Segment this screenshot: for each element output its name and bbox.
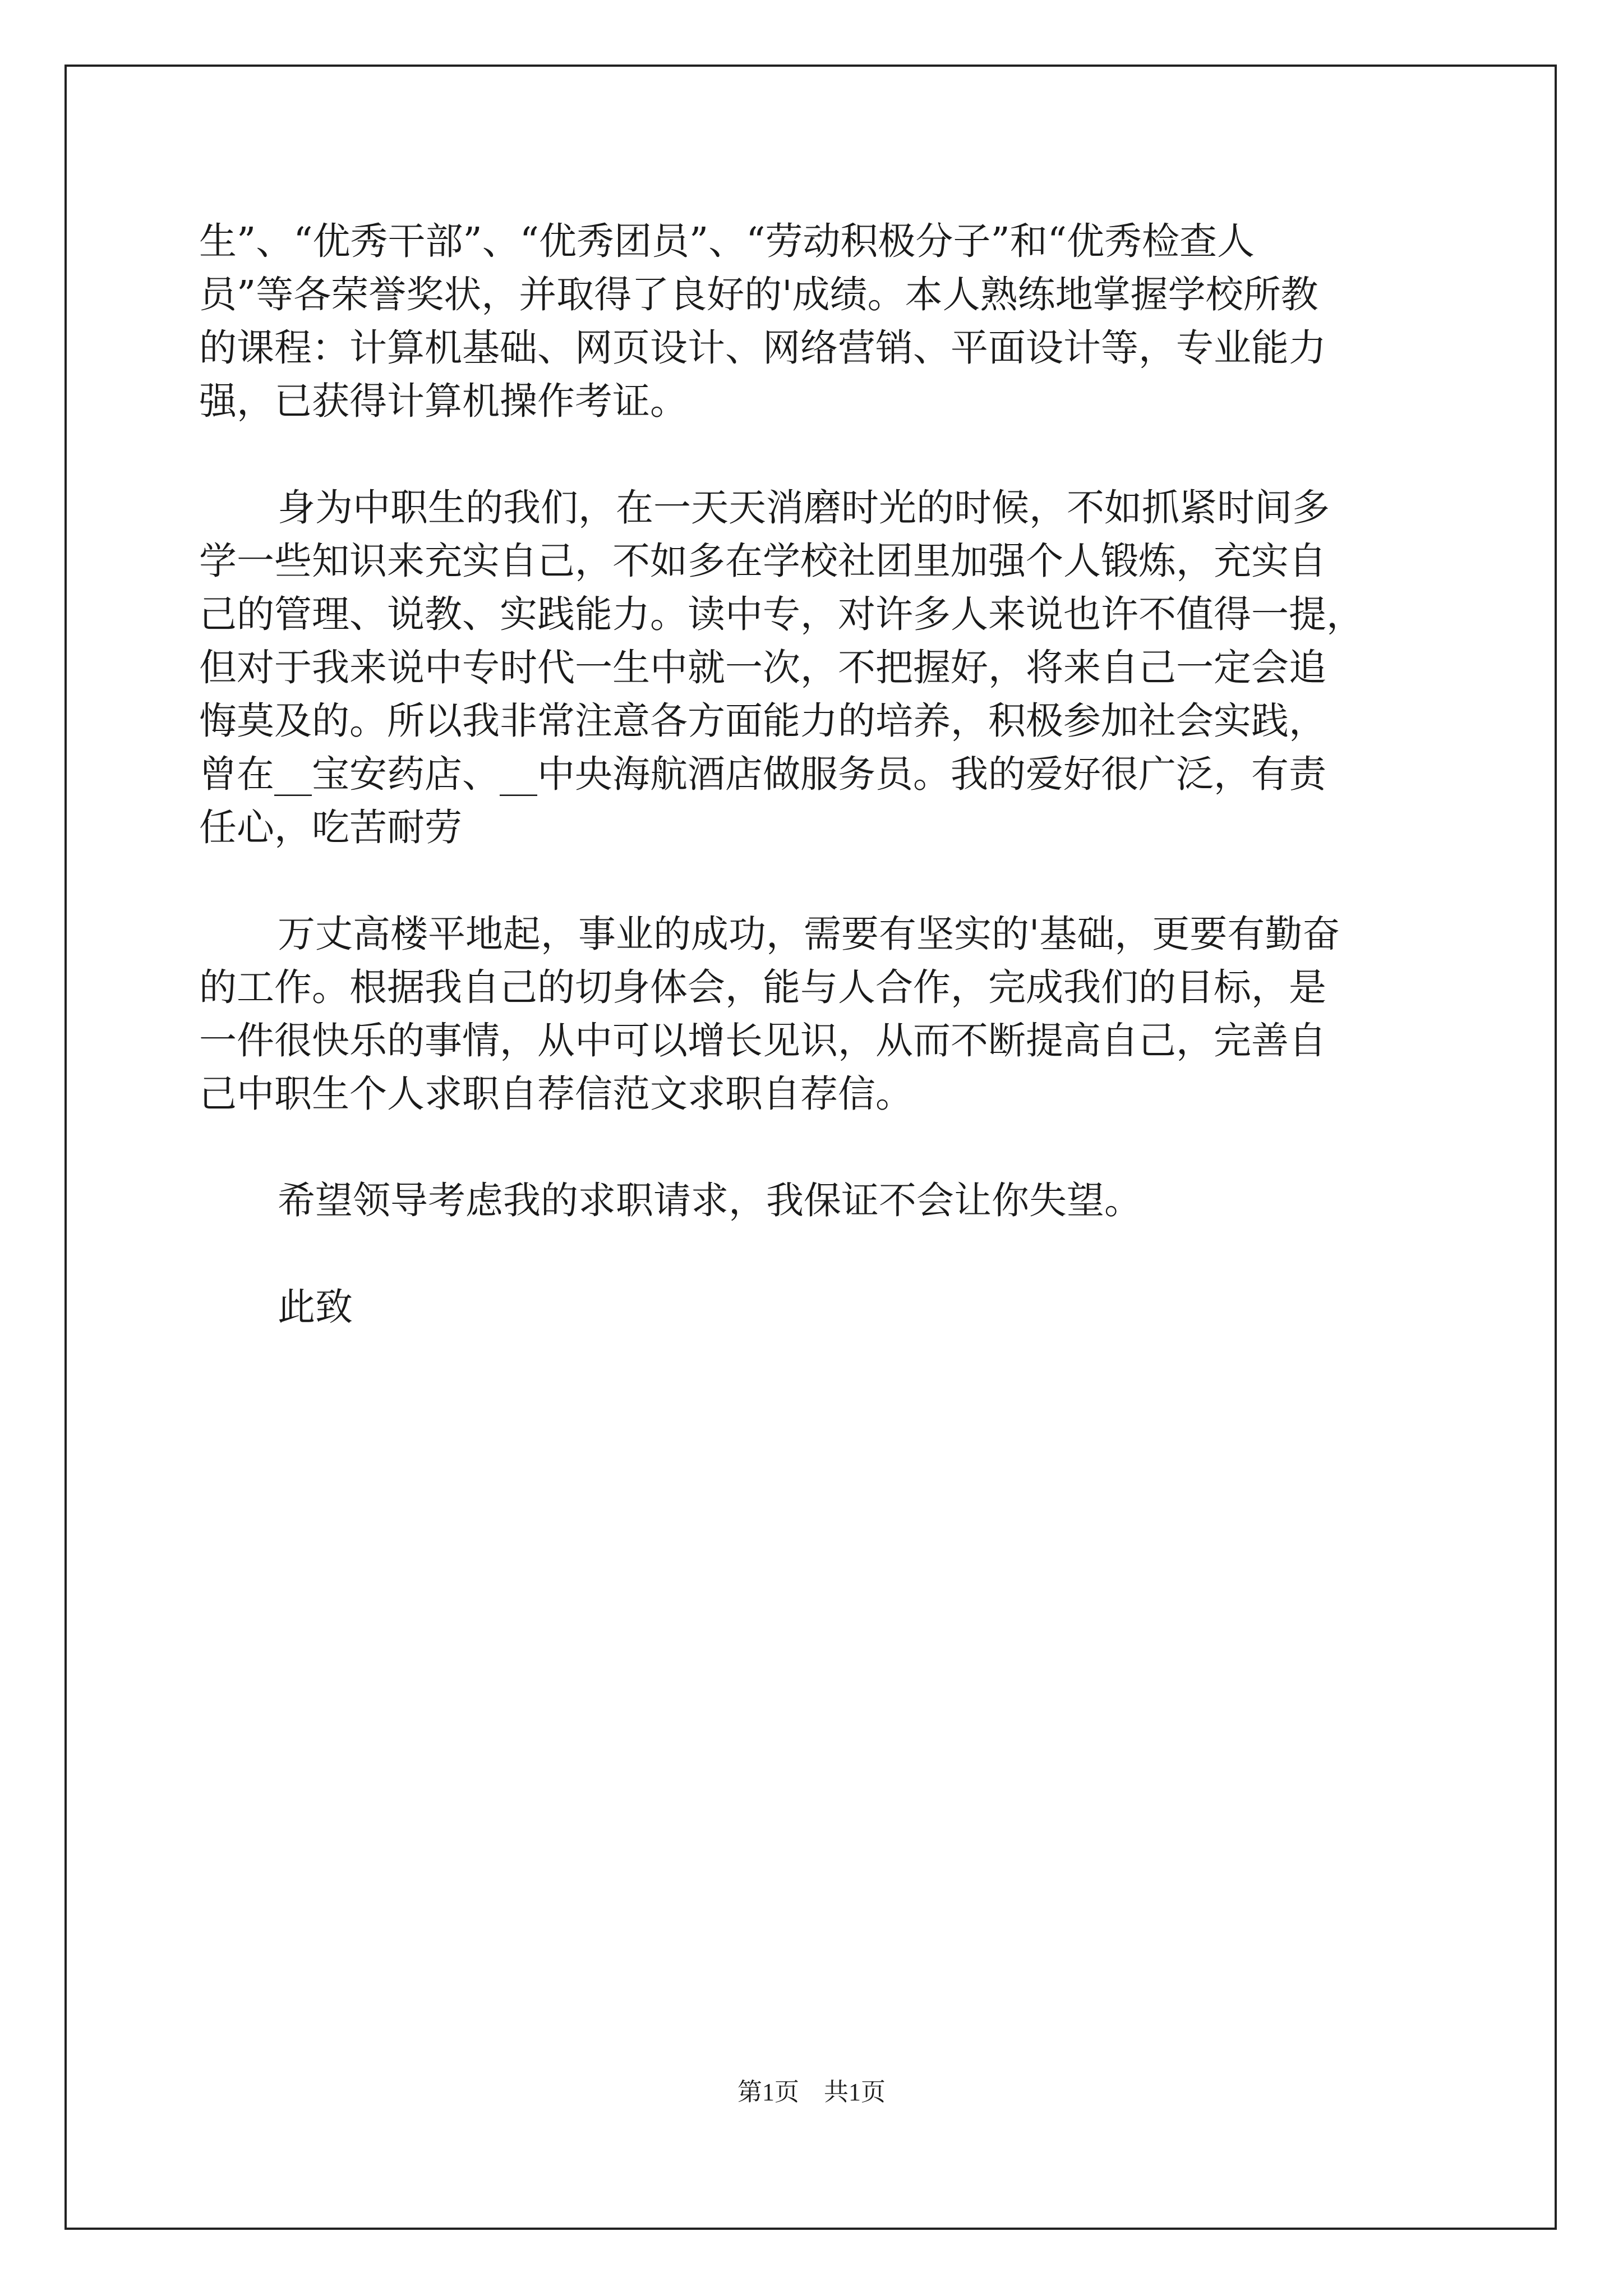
paragraph-gap: [199, 1121, 1430, 1174]
text-line: 万丈高楼平地起，事业的成功，需要有坚实的'基础，更要有勤奋: [278, 912, 1340, 956]
text-line: 任心，吃苦耐劳: [199, 806, 462, 849]
paragraph-gap: [199, 854, 1430, 908]
text-line: 悔莫及的。所以我非常注意各方面能力的培养，积极参加社会实践，: [199, 699, 1326, 743]
text-line: 生”、“优秀干部”、“优秀团员”、“劳动积极分子”和“优秀检查人: [199, 219, 1255, 263]
page-footer: [0, 2076, 1623, 2109]
text-line: 一件很快乐的事情，从中可以增长见识，从而不断提高自己，完善自: [199, 1019, 1326, 1062]
text-line: 的课程：计算机基础、网页设计、网络营销、平面设计等，专业能力: [199, 326, 1326, 370]
paragraph-gap: [199, 1227, 1430, 1281]
paragraph-gap: [199, 428, 1430, 481]
text-line: 的工作。根据我自己的切身体会，能与人合作，完成我们的目标，是: [199, 965, 1326, 1009]
text-line: 曾在__宝安药店、__中央海航酒店做服务员。我的爱好很广泛，有责: [199, 752, 1326, 796]
text-line: 但对于我来说中专时代一生中就一次，不把握好，将来自己一定会追: [199, 646, 1326, 689]
text-line: 此致: [278, 1285, 353, 1329]
document-body: [199, 215, 1430, 1334]
text-line: 希望领导考虑我的求职请求，我保证不会让你失望。: [278, 1179, 1142, 1222]
text-line: 员”等各荣誉奖状，并取得了良好的'成绩。本人熟练地掌握学校所教: [199, 273, 1318, 316]
text-line: 强，已获得计算机操作考证。: [199, 379, 688, 423]
text-line: 己中职生个人求职自荐信范文求职自荐信。: [199, 1072, 913, 1116]
text-line: 身为中职生的我们，在一天天消磨时光的时候，不如抓紧时间多: [278, 486, 1330, 530]
text-line: 己的管理、说教、实践能力。读中专，对许多人来说也许不值得一提，: [199, 592, 1364, 636]
text-line: 学一些知识来充实自己，不如多在学校社团里加强个人锻炼，充实自: [199, 539, 1326, 583]
page-number-label: 第1页 共1页: [737, 2078, 886, 2106]
